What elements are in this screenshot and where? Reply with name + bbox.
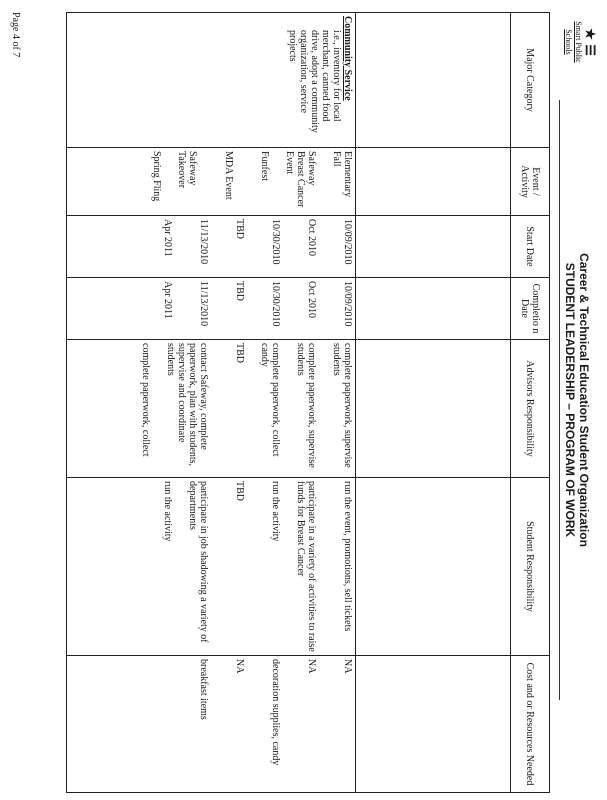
col-header-start-date: Start Date: [511, 216, 550, 278]
program-of-work-table: [66, 12, 550, 793]
event-name: Funfest: [259, 151, 270, 181]
start-date: Apr 2011: [162, 219, 173, 257]
category-cell: [67, 13, 356, 148]
completion-date-cell: [67, 278, 356, 340]
completion-date: 10/09/2010: [342, 281, 353, 327]
cost-resources: NA: [306, 659, 317, 674]
student-responsibility: TBD: [234, 481, 245, 501]
col-header-cost: Cost and or Resources Needed: [511, 656, 550, 793]
empty-cell: [356, 216, 511, 278]
start-date: TBD: [234, 219, 245, 239]
empty-cell: [356, 148, 511, 216]
student-responsibility: participate in a variety of activities to raise funds for Breast Cancer: [295, 481, 317, 652]
event-name: MDA Event: [223, 151, 234, 200]
advisor-responsibility: contact Safeway, complete paperwork, plan with students, supervise and coordinate students: [165, 343, 209, 467]
completion-date: 11/13/2010: [198, 281, 209, 327]
advisor-responsibility: complete paperwork, supervise students: [331, 343, 353, 468]
table-header-row: [511, 13, 550, 793]
col-header-advisor: Advisors Responsibility: [511, 340, 550, 478]
student-responsibility: run the activity: [270, 481, 281, 542]
program-title: STUDENT LEADERSHIP – PROGRAM OF WORK: [563, 262, 577, 538]
completion-date: Oct 2010: [306, 281, 317, 318]
cost-cell: [67, 656, 356, 793]
event-cell: [67, 148, 356, 216]
cost-resources: [151, 659, 173, 789]
logo-mark: ★ ☰: [582, 28, 597, 56]
completion-date: Apr 2011: [162, 281, 173, 319]
col-header-category: Major Category: [511, 13, 550, 148]
org-title: Career & Technical Education Student Organization: [577, 253, 591, 547]
start-date-cell: [67, 216, 356, 278]
table-row: [67, 13, 356, 793]
empty-cell: [356, 656, 511, 793]
category-description: i.e., inventory for local merchant, canned food drive, adopt a community organization, service projects: [287, 30, 342, 133]
cost-resources: NA: [342, 659, 353, 674]
student-cell: [67, 478, 356, 656]
event-name: Elementary Fall: [331, 151, 353, 198]
col-header-completion-date: Completio n Date: [511, 278, 550, 340]
advisor-responsibility: complete paperwork, collect: [140, 343, 151, 457]
empty-cell: [356, 278, 511, 340]
col-header-event: Event / Activity: [511, 148, 550, 216]
empty-cell: [356, 340, 511, 478]
cost-resources: decoration supplies, candy: [270, 659, 281, 766]
cost-resources: breakfast items: [198, 659, 209, 720]
advisor-responsibility: TBD: [234, 343, 245, 363]
student-responsibility: run the event, promotions, sell tickets: [342, 481, 353, 632]
event-name: Safeway Breast Cancer Event: [284, 151, 317, 208]
event-name: Spring Fling: [151, 151, 162, 202]
event-name: Safeway Takeover: [176, 151, 198, 189]
start-date: 11/13/2010: [198, 219, 209, 265]
empty-cell: [356, 478, 511, 656]
advisor-responsibility: complete paperwork, collect candy: [259, 343, 281, 457]
category-title: Community Service: [342, 16, 353, 101]
completion-date: TBD: [234, 281, 245, 301]
start-date: 10/09/2010: [342, 219, 353, 265]
col-header-student: Student Responsibility: [511, 478, 550, 656]
advisor-cell: [67, 340, 356, 478]
empty-cell: [356, 13, 511, 148]
header-rule: [559, 100, 560, 700]
advisor-responsibility: complete paperwork, supervise students: [295, 343, 317, 468]
student-responsibility: participate in job shadowing a variety of departments: [187, 481, 209, 643]
start-date: 10/30/2010: [270, 219, 281, 265]
logo-text: Smart Public Schools: [564, 21, 583, 63]
page-number: Page 4 of 7: [10, 12, 21, 58]
start-date: Oct 2010: [306, 219, 317, 256]
completion-date: 10/30/2010: [270, 281, 281, 327]
table-row: [356, 13, 511, 793]
student-responsibility: run the activity: [162, 481, 173, 542]
cost-resources: NA: [234, 659, 245, 674]
